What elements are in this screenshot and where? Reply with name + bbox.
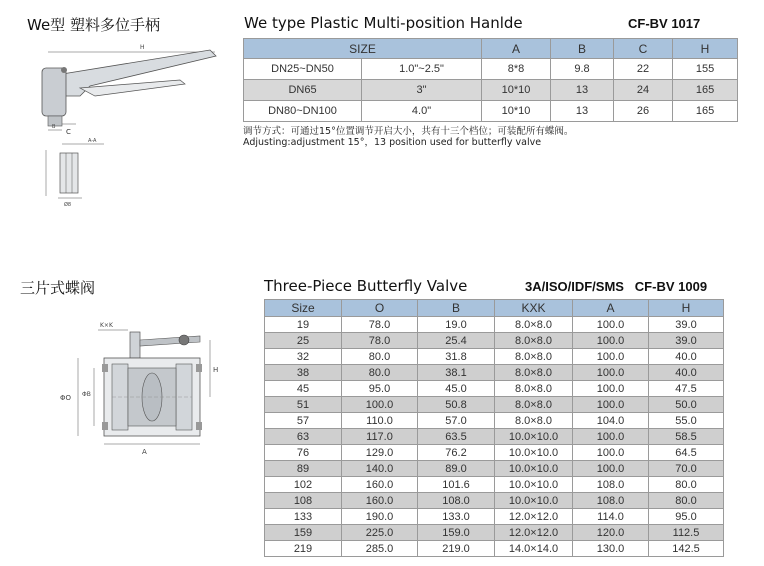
section-aa-label: A-A bbox=[88, 138, 97, 144]
cell: 80.0 bbox=[342, 365, 418, 381]
cell: 40.0 bbox=[649, 349, 724, 365]
dim-phi-label: Ø8 bbox=[64, 202, 72, 208]
header-kxk: KXK bbox=[495, 300, 573, 317]
handle-cn-title: We型 塑料多位手柄 bbox=[27, 16, 160, 34]
header-a: A bbox=[573, 300, 649, 317]
cell: 45 bbox=[265, 381, 342, 397]
cell: 10.0×10.0 bbox=[495, 477, 573, 493]
valve-cn-title: 三片式蝶阀 bbox=[20, 279, 96, 297]
cell: 101.6 bbox=[418, 477, 495, 493]
cell: 120.0 bbox=[573, 525, 649, 541]
valve-en-title: Three-Piece Butterfly Valve bbox=[264, 277, 468, 295]
cell: 142.5 bbox=[649, 541, 724, 557]
cell: DN80~DN100 bbox=[244, 101, 362, 122]
cell: 19.0 bbox=[418, 317, 495, 333]
cell: 24 bbox=[614, 80, 673, 101]
dim-a-label: A bbox=[142, 448, 147, 456]
cell: 13 bbox=[551, 101, 614, 122]
header-h: H bbox=[649, 300, 724, 317]
cell: 100.0 bbox=[573, 397, 649, 413]
cell: 76 bbox=[265, 445, 342, 461]
cell: 160.0 bbox=[342, 477, 418, 493]
dim-h-label: H bbox=[213, 366, 219, 374]
table-header-row bbox=[244, 39, 738, 59]
cell: 10.0×10.0 bbox=[495, 493, 573, 509]
cell: 38 bbox=[265, 365, 342, 381]
cell: 32 bbox=[265, 349, 342, 365]
cell: 8*8 bbox=[482, 59, 551, 80]
header-o: O bbox=[342, 300, 418, 317]
cell: 100.0 bbox=[573, 365, 649, 381]
dim-kxk-label: K×K bbox=[100, 322, 113, 329]
table-row bbox=[265, 333, 724, 349]
cell: 104.0 bbox=[573, 413, 649, 429]
cell: 159 bbox=[265, 525, 342, 541]
cell: 10*10 bbox=[482, 101, 551, 122]
cell: 63.5 bbox=[418, 429, 495, 445]
cell: 155 bbox=[673, 59, 738, 80]
table-row bbox=[265, 477, 724, 493]
cell: 110.0 bbox=[342, 413, 418, 429]
valve-product-code: 3A/ISO/IDF/SMS CF-BV 1009 bbox=[525, 279, 708, 294]
valve-drawing bbox=[50, 318, 225, 468]
cell: 89.0 bbox=[418, 461, 495, 477]
cell: 12.0×12.0 bbox=[495, 509, 573, 525]
table-row bbox=[265, 493, 724, 509]
cell: 140.0 bbox=[342, 461, 418, 477]
header-c: C bbox=[614, 39, 673, 59]
header-size: SIZE bbox=[244, 39, 482, 59]
cell: 38.1 bbox=[418, 365, 495, 381]
cell: 100.0 bbox=[573, 349, 649, 365]
table-header-row bbox=[265, 300, 724, 317]
cell: 190.0 bbox=[342, 509, 418, 525]
cell: 31.8 bbox=[418, 349, 495, 365]
cell: 8.0×8.0 bbox=[495, 413, 573, 429]
dim-h-label: H bbox=[140, 44, 145, 51]
table-row bbox=[265, 365, 724, 381]
cell: 78.0 bbox=[342, 333, 418, 349]
cell: 9.8 bbox=[551, 59, 614, 80]
cell: 100.0 bbox=[342, 397, 418, 413]
cell: 133 bbox=[265, 509, 342, 525]
cell: 39.0 bbox=[649, 317, 724, 333]
handle-product-code: CF-BV 1017 bbox=[628, 16, 701, 31]
table-row bbox=[265, 317, 724, 333]
table-row bbox=[265, 461, 724, 477]
cell: 159.0 bbox=[418, 525, 495, 541]
dim-c-label: C bbox=[66, 128, 71, 136]
cell: 8.0×8.0 bbox=[495, 349, 573, 365]
cell: 8.0×8.0 bbox=[495, 317, 573, 333]
cell: 22 bbox=[614, 59, 673, 80]
cell: 8.0×8.0 bbox=[495, 333, 573, 349]
handle-spec-table bbox=[243, 38, 738, 122]
cell: 57 bbox=[265, 413, 342, 429]
table-row bbox=[244, 101, 738, 122]
cell: 13 bbox=[551, 80, 614, 101]
header-b: B bbox=[418, 300, 495, 317]
dim-phi-o-label: ΦO bbox=[60, 394, 72, 402]
cell: 25 bbox=[265, 333, 342, 349]
cell: 133.0 bbox=[418, 509, 495, 525]
cell: 3" bbox=[362, 80, 482, 101]
cell: 10.0×10.0 bbox=[495, 429, 573, 445]
cell: 108.0 bbox=[418, 493, 495, 509]
cell: 95.0 bbox=[649, 509, 724, 525]
cell: 12.0×12.0 bbox=[495, 525, 573, 541]
cell: 55.0 bbox=[649, 413, 724, 429]
cell: 76.2 bbox=[418, 445, 495, 461]
cell: 50.0 bbox=[649, 397, 724, 413]
cell: 100.0 bbox=[573, 317, 649, 333]
cell: 165 bbox=[673, 101, 738, 122]
cell: 114.0 bbox=[573, 509, 649, 525]
cell: 165 bbox=[673, 80, 738, 101]
cell: 108.0 bbox=[573, 477, 649, 493]
header-h: H bbox=[673, 39, 738, 59]
cell: 19 bbox=[265, 317, 342, 333]
handle-en-title: We type Plastic Multi-position Hanlde bbox=[244, 14, 523, 32]
cell: 50.8 bbox=[418, 397, 495, 413]
header-b: B bbox=[551, 39, 614, 59]
valve-spec-table bbox=[264, 299, 724, 557]
table-row bbox=[265, 349, 724, 365]
cell: DN25~DN50 bbox=[244, 59, 362, 80]
cell: 108 bbox=[265, 493, 342, 509]
cell: 100.0 bbox=[573, 429, 649, 445]
cell: 160.0 bbox=[342, 493, 418, 509]
table-row bbox=[265, 413, 724, 429]
cell: 100.0 bbox=[573, 333, 649, 349]
table-row bbox=[244, 59, 738, 80]
cell: 51 bbox=[265, 397, 342, 413]
cell: 80.0 bbox=[649, 493, 724, 509]
cell: 219 bbox=[265, 541, 342, 557]
cell: 89 bbox=[265, 461, 342, 477]
cell: 64.5 bbox=[649, 445, 724, 461]
cell: 285.0 bbox=[342, 541, 418, 557]
table-row bbox=[265, 541, 724, 557]
cell: 100.0 bbox=[573, 445, 649, 461]
table-row bbox=[265, 445, 724, 461]
cell: 63 bbox=[265, 429, 342, 445]
cell: 8.0×8.0 bbox=[495, 381, 573, 397]
cell: 57.0 bbox=[418, 413, 495, 429]
table-row bbox=[265, 397, 724, 413]
cell: 95.0 bbox=[342, 381, 418, 397]
cell: 102 bbox=[265, 477, 342, 493]
cell: 78.0 bbox=[342, 317, 418, 333]
cell: 100.0 bbox=[573, 381, 649, 397]
adjust-note-en: Adjusting:adjustment 15°，13 position used for butterfly valve bbox=[243, 137, 542, 148]
cell: 39.0 bbox=[649, 333, 724, 349]
cell: 8.0×8.0 bbox=[495, 397, 573, 413]
cell: DN65 bbox=[244, 80, 362, 101]
cell: 58.5 bbox=[649, 429, 724, 445]
cell: 117.0 bbox=[342, 429, 418, 445]
cell: 10.0×10.0 bbox=[495, 461, 573, 477]
cell: 4.0" bbox=[362, 101, 482, 122]
handle-drawing bbox=[20, 38, 225, 208]
cell: 112.5 bbox=[649, 525, 724, 541]
cell: 80.0 bbox=[649, 477, 724, 493]
cell: 10.0×10.0 bbox=[495, 445, 573, 461]
table-row bbox=[265, 381, 724, 397]
cell: 10*10 bbox=[482, 80, 551, 101]
table-row bbox=[265, 429, 724, 445]
cell: 8.0×8.0 bbox=[495, 365, 573, 381]
cell: 14.0×14.0 bbox=[495, 541, 573, 557]
cell: 70.0 bbox=[649, 461, 724, 477]
table-row bbox=[244, 80, 738, 101]
cell: 47.5 bbox=[649, 381, 724, 397]
cell: 25.4 bbox=[418, 333, 495, 349]
dim-phi-b-label: ΦB bbox=[82, 391, 91, 398]
cell: 1.0"~2.5" bbox=[362, 59, 482, 80]
table-row bbox=[265, 509, 724, 525]
cell: 40.0 bbox=[649, 365, 724, 381]
header-a: A bbox=[482, 39, 551, 59]
adjust-note-cn: 调节方式：可通过15°位置调节开启大小，共有十三个档位；可装配所有蝶阀。 bbox=[243, 126, 574, 137]
cell: 100.0 bbox=[573, 461, 649, 477]
cell: 219.0 bbox=[418, 541, 495, 557]
dim-b-label: B bbox=[52, 124, 56, 130]
cell: 129.0 bbox=[342, 445, 418, 461]
cell: 130.0 bbox=[573, 541, 649, 557]
cell: 108.0 bbox=[573, 493, 649, 509]
cell: 45.0 bbox=[418, 381, 495, 397]
header-size: Size bbox=[265, 300, 342, 317]
table-row bbox=[265, 525, 724, 541]
cell: 26 bbox=[614, 101, 673, 122]
cell: 225.0 bbox=[342, 525, 418, 541]
cell: 80.0 bbox=[342, 349, 418, 365]
